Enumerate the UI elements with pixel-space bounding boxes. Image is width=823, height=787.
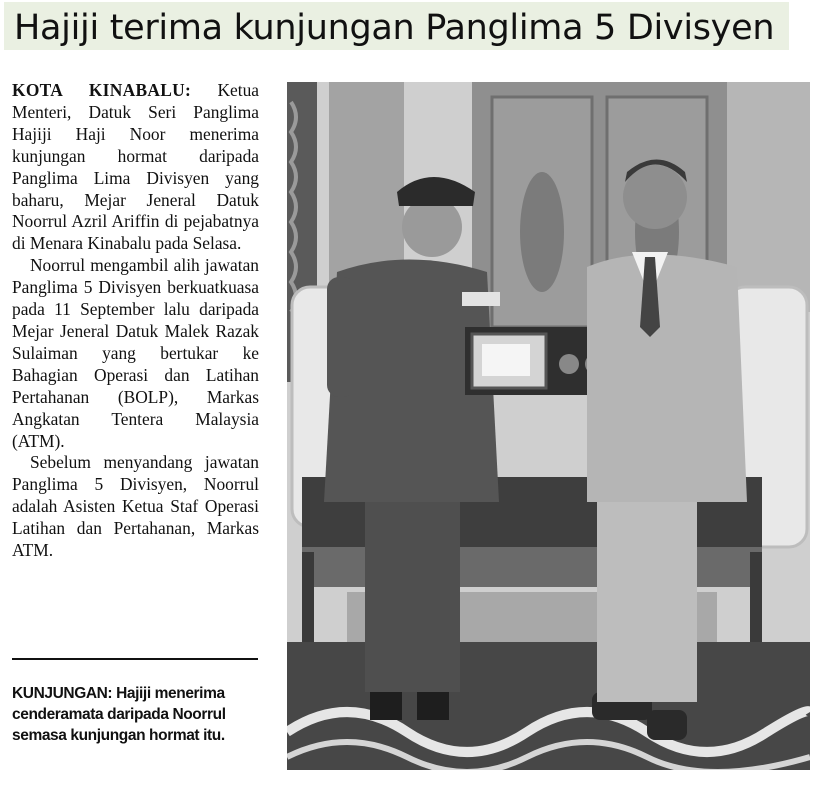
photo-caption: KUNJUNGAN: Hajiji menerima cenderamata daripada Noorrul semasa kunjungan hormat itu. [12,685,226,744]
dateline: KOTA KINABALU: [12,80,192,100]
article-body [12,80,259,562]
article-paragraph: Noorrul mengambil alih jawatan Panglima 5 Divisyen berkuatkuasa pada 11 September lalu daripada Mejar Jeneral Datuk Malek Razak Sulaiman yang bertukar ke Bahagian Operasi dan Latihan Pertahanan (BOLP), Markas Angkatan Tentera Malaysia (ATM). [12,255,259,451]
paragraph-text: Ketua Menteri, Datuk Seri Panglima Hajiji Haji Noor menerima kunjungan hormat daripada Panglima Lima Divisyen yang baharu, Mejar Jeneral Datuk Noorrul Azril Ariffin di pejabatnya di Menara Kinabalu pada Selasa. [12,80,259,254]
headline-band [4,2,789,50]
caption-divider [12,658,258,660]
headline: Hajiji terima kunjungan Panglima 5 Divisyen [14,8,775,48]
article-paragraph [12,80,259,255]
photo-illustration [287,82,810,770]
article-paragraph: Sebelum menyandang jawatan Panglima 5 Divisyen, Noorrul adalah Asisten Ketua Staf Operasi Latihan dan Pertahanan, Markas ATM. [12,452,259,561]
news-photo [287,82,810,770]
